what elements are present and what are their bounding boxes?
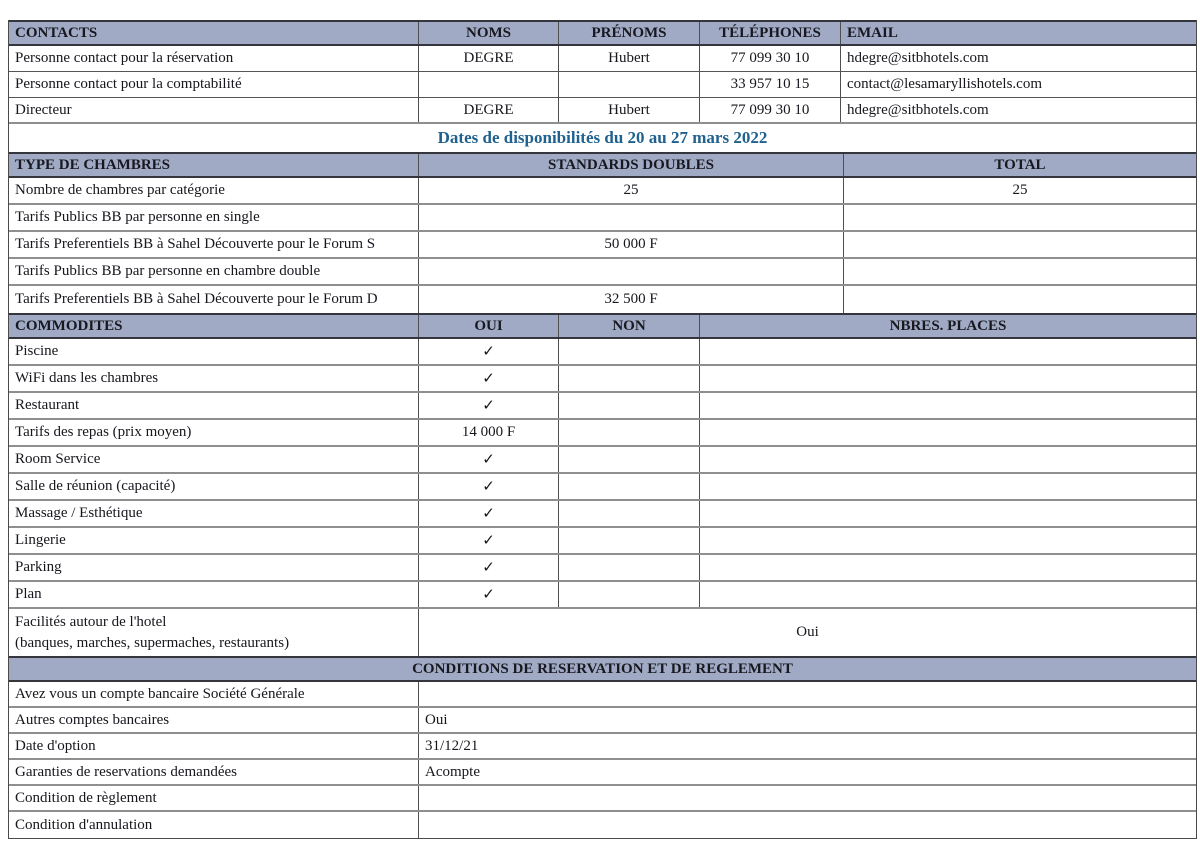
conditions-header-row — [9, 656, 1196, 682]
rooms-row-label: Tarifs Publics BB par personne en chambre double — [9, 259, 419, 284]
rooms-standards-value — [419, 205, 844, 230]
table-row — [9, 582, 1196, 609]
non-cell — [559, 582, 700, 607]
contact-telephone: 77 099 30 10 — [700, 46, 841, 71]
non-cell — [559, 393, 700, 418]
contact-prenom — [559, 72, 700, 97]
condition-label: Garanties de reservations demandées — [9, 760, 419, 784]
table-row — [9, 178, 1196, 205]
contact-nom — [419, 72, 559, 97]
column-header-email: EMAIL — [847, 24, 898, 41]
places-cell — [700, 339, 1196, 364]
table-row — [9, 682, 1196, 708]
non-cell — [559, 555, 700, 580]
table-row — [9, 528, 1196, 555]
amenity-label: Plan — [9, 582, 419, 607]
rooms-total-value — [844, 259, 1196, 284]
rooms-row-label: Tarifs Publics BB par personne en single — [9, 205, 419, 230]
amenities-section-title: COMMODITES — [9, 315, 419, 337]
column-header-total: TOTAL — [994, 156, 1046, 173]
rooms-standards-value: 32 500 F — [419, 286, 844, 313]
rooms-row-label: Nombre de chambres par catégorie — [9, 178, 419, 203]
table-row — [9, 98, 1196, 124]
check-icon: ✓ — [419, 447, 559, 472]
contact-label: Personne contact pour la comptabilité — [9, 72, 419, 97]
non-cell — [559, 447, 700, 472]
facilities-label-line1: Facilités autour de l'hotel — [15, 614, 167, 631]
non-cell — [559, 474, 700, 499]
contact-telephone: 77 099 30 10 — [700, 98, 841, 122]
table-row — [9, 259, 1196, 286]
facilities-row — [9, 609, 1196, 656]
table-row — [9, 447, 1196, 474]
condition-value — [419, 682, 1196, 706]
contact-telephone: 33 957 10 15 — [700, 72, 841, 97]
table-row — [9, 501, 1196, 528]
amenity-label: Lingerie — [9, 528, 419, 553]
contact-nom: DEGRE — [419, 46, 559, 71]
check-icon: ✓ — [419, 582, 559, 607]
condition-value — [419, 786, 1196, 810]
table-row — [9, 393, 1196, 420]
facilities-value: Oui — [796, 624, 819, 640]
rooms-total-value: 25 — [1012, 182, 1028, 198]
table-row — [9, 420, 1196, 447]
non-cell — [559, 528, 700, 553]
table-row — [9, 708, 1196, 734]
amenity-label: Tarifs des repas (prix moyen) — [9, 420, 419, 445]
rooms-total-value — [844, 286, 1196, 313]
places-cell — [700, 447, 1196, 472]
table-row — [9, 366, 1196, 393]
column-header-prenoms: PRÉNOMS — [559, 22, 700, 44]
amenity-label: Restaurant — [9, 393, 419, 418]
contact-nom: DEGRE — [419, 98, 559, 122]
amenity-label: Massage / Esthétique — [9, 501, 419, 526]
column-header-nbres-places: NBRES. PLACES — [889, 317, 1007, 334]
table-row — [9, 734, 1196, 760]
condition-value: Acompte — [425, 763, 480, 780]
contact-prenom: Hubert — [559, 98, 700, 122]
places-cell — [700, 555, 1196, 580]
places-cell — [700, 528, 1196, 553]
column-header-non: NON — [559, 315, 700, 337]
check-icon: ✓ — [419, 501, 559, 526]
places-cell — [700, 420, 1196, 445]
condition-value — [419, 812, 1196, 838]
places-cell — [700, 474, 1196, 499]
condition-value: 31/12/21 — [425, 737, 479, 754]
table-row — [9, 474, 1196, 501]
amenities-header-row — [9, 313, 1196, 339]
column-header-noms: NOMS — [419, 22, 559, 44]
table-row — [9, 205, 1196, 232]
availability-dates-title: Dates de disponibilités du 20 au 27 mars 2022 — [9, 124, 1196, 152]
amenity-label: WiFi dans les chambres — [9, 366, 419, 391]
condition-label: Condition d'annulation — [9, 812, 419, 838]
contact-email: hdegre@sitbhotels.com — [847, 50, 989, 66]
column-header-standards-doubles: STANDARDS DOUBLES — [419, 154, 844, 176]
non-cell — [559, 366, 700, 391]
places-cell — [700, 582, 1196, 607]
contact-email: hdegre@sitbhotels.com — [847, 101, 989, 118]
amenity-label: Parking — [9, 555, 419, 580]
check-icon: ✓ — [419, 366, 559, 391]
condition-label: Date d'option — [9, 734, 419, 758]
non-cell — [559, 420, 700, 445]
table-row — [9, 72, 1196, 98]
facilities-label-line2: (banques, marches, supermaches, restaurants) — [15, 634, 290, 651]
amenity-label: Salle de réunion (capacité) — [9, 474, 419, 499]
rooms-total-value — [844, 205, 1196, 230]
condition-label: Condition de règlement — [9, 786, 419, 810]
amenity-label: Room Service — [9, 447, 419, 472]
table-row — [9, 46, 1196, 72]
hotel-reservation-form-table — [8, 20, 1197, 839]
places-cell — [700, 366, 1196, 391]
places-cell — [700, 501, 1196, 526]
conditions-section-title: CONDITIONS DE RESERVATION ET DE REGLEMENT — [412, 660, 793, 677]
condition-label: Avez vous un compte bancaire Société Générale — [9, 682, 419, 706]
oui-value-cell: 14 000 F — [419, 420, 559, 445]
check-icon: ✓ — [419, 555, 559, 580]
table-row — [9, 555, 1196, 582]
non-cell — [559, 339, 700, 364]
rooms-row-label: Tarifs Preferentiels BB à Sahel Découverte pour le Forum D — [9, 286, 419, 313]
places-cell — [700, 393, 1196, 418]
condition-value: Oui — [425, 711, 448, 728]
table-row — [9, 339, 1196, 366]
rooms-total-value — [844, 232, 1196, 257]
contact-prenom: Hubert — [559, 46, 700, 71]
contact-email: contact@lesamaryllishotels.com — [847, 76, 1043, 92]
contacts-section-title: CONTACTS — [9, 22, 419, 44]
table-row — [9, 760, 1196, 786]
amenity-label: Piscine — [9, 339, 419, 364]
table-row — [9, 812, 1196, 838]
column-header-telephones: TÉLÉPHONES — [700, 22, 841, 44]
rooms-header-row — [9, 152, 1196, 178]
non-cell — [559, 501, 700, 526]
column-header-oui: OUI — [419, 315, 559, 337]
check-icon: ✓ — [419, 393, 559, 418]
rooms-standards-value: 25 — [419, 178, 844, 203]
table-row — [9, 786, 1196, 812]
contact-label: Personne contact pour la réservation — [9, 46, 419, 71]
table-row — [9, 286, 1196, 313]
contacts-header-row — [9, 20, 1196, 46]
rooms-standards-value — [419, 259, 844, 284]
rooms-section-title: TYPE DE CHAMBRES — [9, 154, 419, 176]
rooms-row-label: Tarifs Preferentiels BB à Sahel Découverte pour le Forum S — [9, 232, 419, 257]
facilities-label — [9, 609, 419, 656]
check-icon: ✓ — [419, 528, 559, 553]
contact-label: Directeur — [9, 98, 419, 122]
rooms-standards-value: 50 000 F — [419, 232, 844, 257]
check-icon: ✓ — [419, 339, 559, 364]
check-icon: ✓ — [419, 474, 559, 499]
table-row — [9, 232, 1196, 259]
condition-label: Autres comptes bancaires — [9, 708, 419, 732]
